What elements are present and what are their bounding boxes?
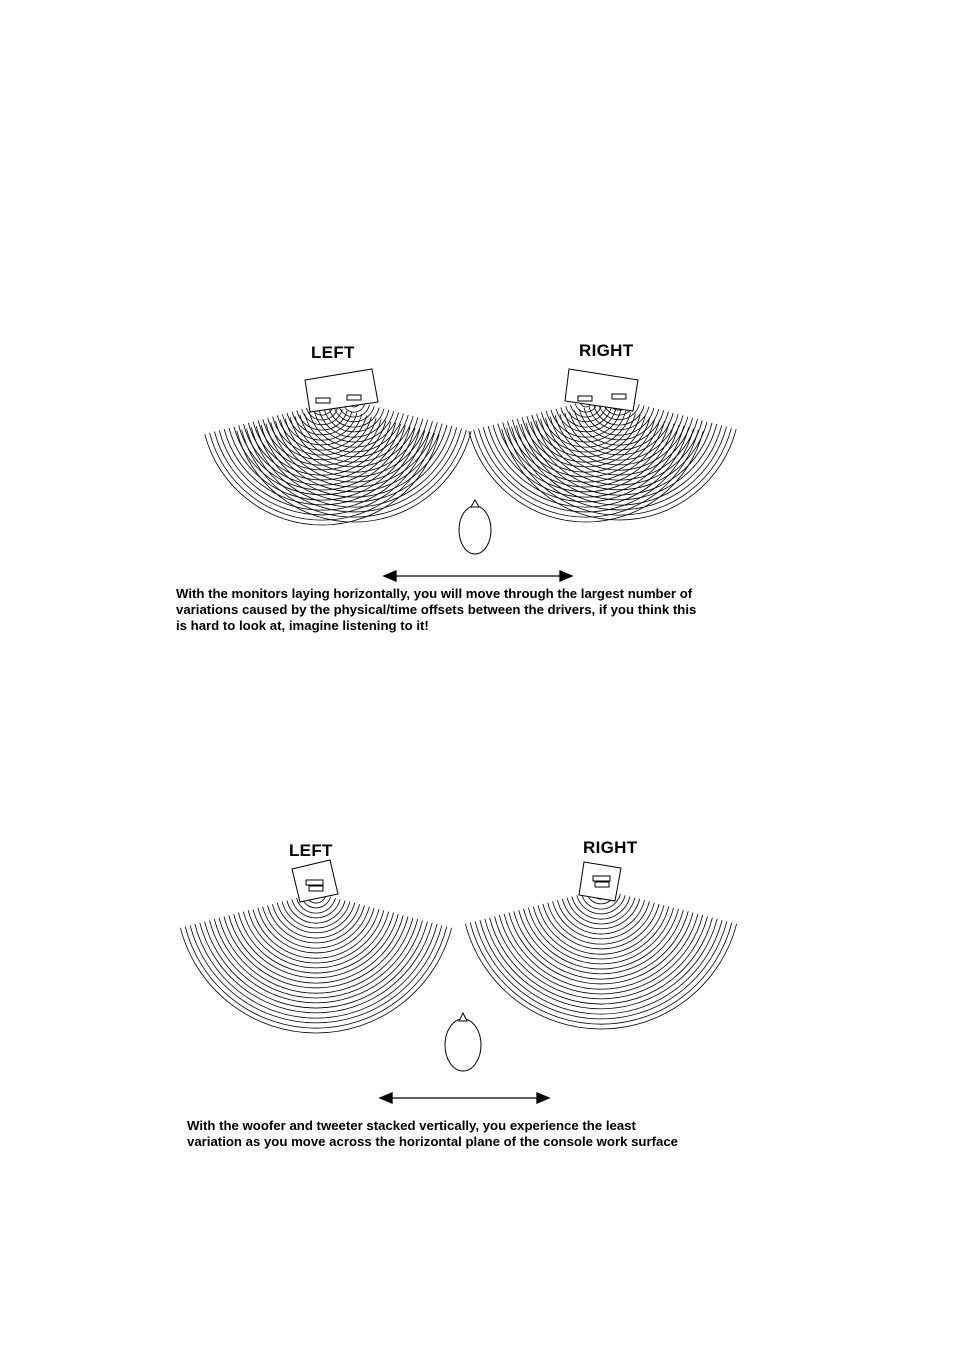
bottom-diagram (180, 860, 736, 1103)
wave-arc (553, 901, 650, 938)
top-left-label: LEFT (311, 343, 355, 362)
top-sound-waves (205, 401, 736, 526)
bottom-caption-line: variation as you move across the horizontal plane of the console work surface (187, 1134, 679, 1149)
wave-arc (273, 417, 372, 455)
top-right-label: RIGHT (579, 341, 634, 360)
top-diagram (205, 369, 736, 581)
top-left-speaker (305, 369, 378, 412)
wave-arc (512, 427, 727, 510)
bottom-left-label: LEFT (289, 841, 333, 860)
wave-arc (465, 924, 736, 1029)
top-movement-arrow (384, 571, 572, 581)
wave-arc (504, 914, 698, 989)
bottom-movement-arrow (380, 1093, 549, 1103)
bottom-right-label: RIGHT (583, 838, 638, 857)
wave-arc (531, 422, 707, 490)
top-caption-line: With the monitors laying horizontally, you will move through the largest number of (176, 586, 693, 601)
wave-arc (512, 420, 659, 477)
wave-arc (180, 928, 451, 1033)
wave-arc (219, 918, 413, 993)
top-caption (176, 586, 696, 634)
wave-arc (224, 917, 408, 988)
top-caption-line: variations caused by the physical/time offsets between the drivers, if you think this (176, 602, 697, 617)
wave-arc (287, 901, 345, 924)
top-caption-line: is hard to look at, imagine listening to it! (176, 618, 429, 633)
wave-arc (509, 913, 693, 984)
wave-arc (243, 912, 388, 968)
wave-arc (567, 898, 635, 924)
wave-arc (292, 899, 340, 918)
bottom-left-speaker (292, 860, 338, 902)
bottom-listener-head (445, 1013, 481, 1071)
wave-arc (528, 908, 673, 964)
wave-arc (490, 918, 713, 1004)
wave-arc (565, 413, 673, 455)
wave-arc (572, 897, 630, 920)
bottom-sound-waves (180, 890, 736, 1033)
top-listener-head (459, 500, 491, 554)
wave-arc (282, 902, 350, 928)
wave-arc (570, 412, 669, 450)
bottom-caption (187, 1118, 678, 1150)
wave-arc (205, 922, 428, 1008)
bottom-right-speaker (579, 862, 621, 901)
bottom-caption-line: With the woofer and tweeter stacked vertically, you experience the least (187, 1118, 636, 1133)
wave-arc (268, 905, 365, 942)
